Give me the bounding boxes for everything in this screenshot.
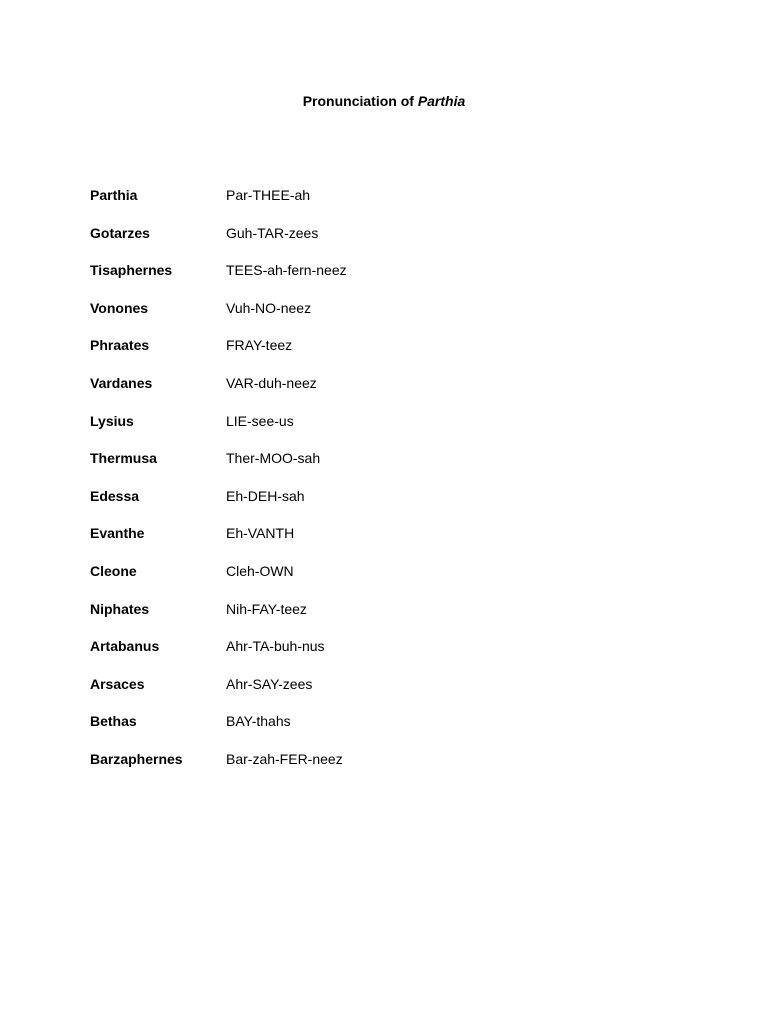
list-item xyxy=(90,675,490,713)
pronunciation: FRAY-teez xyxy=(226,337,293,354)
term: Gotarzes xyxy=(90,224,150,241)
term: Thermusa xyxy=(90,450,157,467)
pronunciation: Guh-TAR-zees xyxy=(226,224,319,241)
pronunciation: Nih-FAY-teez xyxy=(226,600,307,617)
pronunciation: BAY-thahs xyxy=(226,713,291,730)
term: Niphates xyxy=(90,600,150,617)
list-item xyxy=(90,374,490,412)
list-item xyxy=(90,186,490,224)
list-item xyxy=(90,600,490,638)
list-item xyxy=(90,449,490,487)
pronunciation: Eh-DEH-sah xyxy=(226,487,305,504)
page-title xyxy=(0,92,768,110)
list-item xyxy=(90,562,490,600)
pronunciation-list xyxy=(90,186,490,788)
term: Tisaphernes xyxy=(90,262,173,279)
list-item xyxy=(90,750,490,788)
term: Bethas xyxy=(90,713,137,730)
term: Phraates xyxy=(90,337,150,354)
list-item xyxy=(90,712,490,750)
term: Edessa xyxy=(90,487,140,504)
list-item xyxy=(90,299,490,337)
pronunciation: LIE-see-us xyxy=(226,412,294,429)
term: Cleone xyxy=(90,562,137,579)
pronunciation: Vuh-NO-neez xyxy=(226,299,312,316)
title-prefix: Pronunciation of xyxy=(302,93,414,109)
pronunciation: Ahr-TA-buh-nus xyxy=(226,638,325,655)
term: Vardanes xyxy=(90,374,153,391)
pronunciation: Cleh-OWN xyxy=(226,562,294,579)
term: Evanthe xyxy=(90,525,145,542)
pronunciation: VAR-duh-neez xyxy=(226,374,317,391)
term: Vonones xyxy=(90,299,149,316)
term: Parthia xyxy=(90,187,138,203)
term: Arsaces xyxy=(90,675,145,692)
list-item xyxy=(90,261,490,299)
list-item xyxy=(90,224,490,262)
list-item xyxy=(90,637,490,675)
list-item xyxy=(90,336,490,374)
term: Artabanus xyxy=(90,638,160,655)
term: Lysius xyxy=(90,412,134,429)
pronunciation: Bar-zah-FER-neez xyxy=(226,750,343,767)
pronunciation: Ahr-SAY-zees xyxy=(226,675,313,692)
pronunciation: Eh-VANTH xyxy=(226,525,295,542)
title-italic: Parthia xyxy=(417,93,466,109)
list-item xyxy=(90,412,490,450)
pronunciation: Par-THEE-ah xyxy=(226,187,311,203)
pronunciation: TEES-ah-fern-neez xyxy=(226,262,347,279)
term: Barzaphernes xyxy=(90,750,183,767)
pronunciation: Ther-MOO-sah xyxy=(226,450,321,467)
list-item xyxy=(90,487,490,525)
list-item xyxy=(90,524,490,562)
